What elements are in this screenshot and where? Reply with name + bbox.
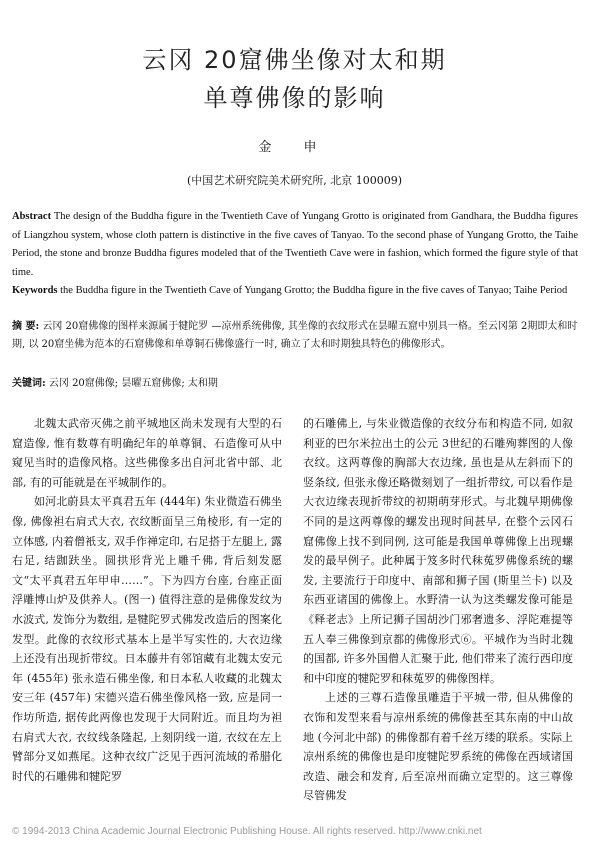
keywords-zh-text: 云冈 20窟佛像; 昙曜五窟佛像; 太和期 <box>48 378 218 389</box>
keywords-english <box>12 282 578 301</box>
keywords-label: Keywords <box>12 285 58 296</box>
abstract-text: The design of the Buddha figure in the Twentieth Cave of Yungang Grotto is originated from Gandhara, the Buddha figures of Liangzhou system, whose cloth pattern is distinctive in the five caves of Tanyao. To the second phase of Yungang Grotto, the Taihe Period, the stone and bronze Buddha figures modeled that of the Twentieth Cave were in fashion, which formed the figure style of that time. <box>12 211 578 278</box>
paper-title-line2: 单尊佛像的影响 <box>203 84 386 112</box>
author: 金 申 <box>258 140 331 155</box>
body-column-right <box>303 414 573 806</box>
copyright-footer: © 1994-2013 China Academic Journal Electronic Publishing House. All rights reserved. http://www.cnki.net <box>12 826 482 837</box>
keywords-zh-label: 关键词: <box>12 378 46 389</box>
paragraph: 如河北蔚县太平真君五年 (444年) 朱业微造石佛坐像, 佛像袒右肩式大衣, 衣纹断面呈三角棱形, 有一定的立体感, 内着僧衹支, 双手作禅定印, 右足搭于左腿上, 露右足, 结跏趺坐。圆拱形背光上雕千佛, 背后刻发愿文“太平真君五年甲申……”。下为四方台座, 台座正面浮雕博山炉及供养人。(图一) 值得注意的是佛像发纹为水波式, 发饰分为数组, 是犍陀罗式佛发改造后的图案化发型。此像的衣纹形式基本上是半写实性的, 大衣边缘上还没有出现折带纹。日本藤井有邻馆藏有北魏太安元年 (455年) 张永造石佛坐像, 和日本私人收藏的北魏太安三年 (457年) 宋德兴造石佛坐像风格一致, 应是同一作坊所造, 据传此两像也发现于大同附近。而且均为袒右肩式大衣, 衣纹线条隆起, 上刻阴线一道, 衣纹在左上臂部分叉如燕尾。这种衣纹广泛见于西河流域的希腊化时代的石雕佛和犍陀罗 <box>12 495 282 783</box>
paragraph: 北魏太武帝灭佛之前平城地区尚未发现有大型的石窟造像, 惟有数尊有明确纪年的单尊铜、石造像可从中窥见当时的造像风格。这些佛像多出自河北省中部、北部, 有的可能就是在平城制作的。 <box>12 417 282 489</box>
paragraph: 上述的三尊石造像虽雕造于平城一带, 但从佛像的衣饰和发型来看与凉州系统的佛像甚至其东南的中山故地 (今河北中部) 的佛像都有着千丝万缕的联系。实际上凉州系统的佛像也是印度犍陀罗系统的佛像在西域诸国改造、融会和发育, 后至凉州而确立定型的。这三尊像尽管佛发 <box>303 691 573 803</box>
abstract-zh-text: 云冈 20窟佛像的图样来源属于犍陀罗 —凉州系统佛像, 其坐像的衣纹形式在昙曜五窟中别具一格。至云冈第 2期即太和时期, 以 20窟坐佛为范本的石窟佛像和单尊铜石佛像盛行一时, 确立了太和时期独具特色的佛像形式。 <box>12 321 578 350</box>
abstract-zh-label: 摘 要: <box>12 321 40 332</box>
keywords-chinese <box>12 374 578 389</box>
body-column-left <box>12 414 282 786</box>
affiliation: (中国艺术研究院美术研究所, 北京 100009) <box>186 174 403 187</box>
abstract-chinese <box>12 318 578 353</box>
abstract-label: Abstract <box>12 211 52 222</box>
paper-title-line1: 云冈 20窟佛坐像对太和期 <box>142 46 447 74</box>
keywords-text: the Buddha figure in the Twentieth Cave of Yungang Grotto; the Buddha figure in the five caves of Tanyao; Taihe Period <box>60 285 568 296</box>
paragraph: 的石雕佛上, 与朱业微造像的衣纹分布和构造不同, 如叙利亚的巴尔米拉出土的公元 3世纪的石雕殉葬图的人像衣纹。这两尊像的胸部大衣边缘, 虽也是从左斜而下的竖条纹, 但张永像还略微刻划了一组折带纹, 可以看作是大衣边缘表现折带纹的初期萌芽形式。与北魏早期佛像不同的是这两尊像的螺发出现时间甚早, 在整个云冈石窟佛像上找不到同例, 这可能是我国单尊佛像上出现螺发的最早例子。此种属于笈多时代秣菟罗佛像系统的螺发, 主要流行于印度中、南部和狮子国 (斯里兰卡) 以及东西亚诸国的佛像上。水野清一认为这类螺发像可能是《释老志》上所记狮子国胡沙门邪奢遗多、浮陀难提等五人奉三佛像到京都的佛像形式⑥。平城作为当时北魏的国都, 许多外国僧人汇聚于此, 他们带来了流行西印度和中印度的犍陀罗和秣菟罗的佛像图样。 <box>303 417 573 685</box>
abstract-english <box>12 208 578 282</box>
